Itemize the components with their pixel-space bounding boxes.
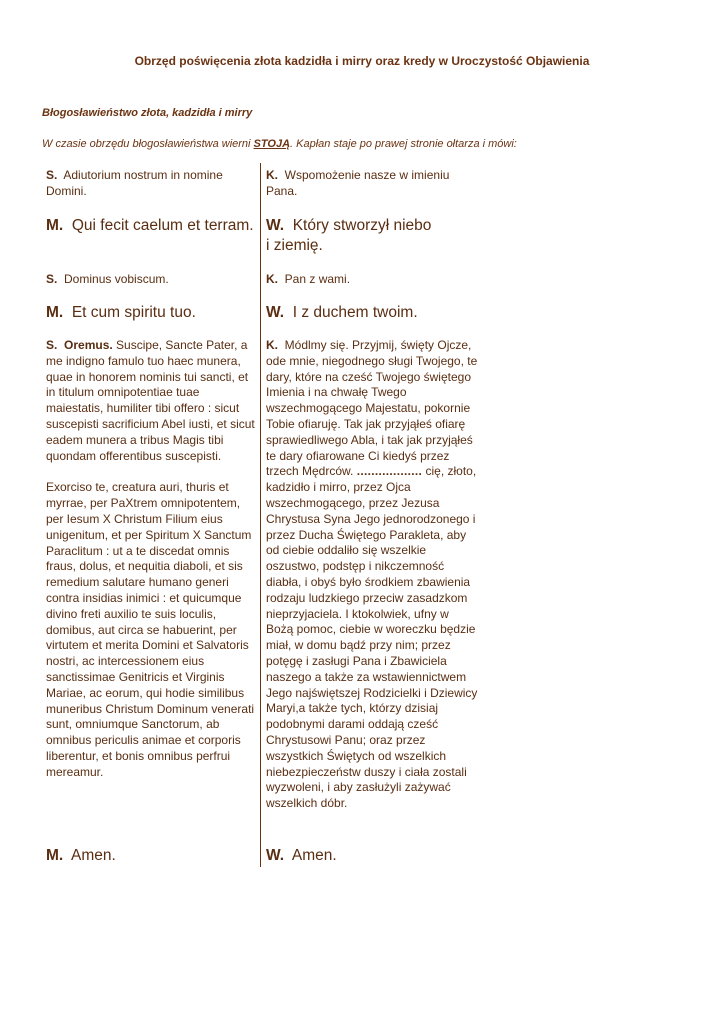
latin-versicle-2 [46, 272, 256, 288]
section-heading: Błogosławieństwo złota, kadzidła i mirry [42, 107, 253, 119]
latin-text: Dominus vobiscum. [64, 272, 169, 286]
speaker-label: W. [266, 304, 285, 321]
speaker-label: K. [266, 338, 278, 352]
speaker-label: M. [46, 847, 64, 864]
polish-text: I z duchem twoim. [292, 304, 418, 321]
rubric [42, 138, 682, 150]
speaker-label: M. [46, 304, 64, 321]
speaker-label: K. [266, 168, 278, 182]
latin-exorcism-paragraph: Exorciso te, creatura auri, thuris et myrrae, per PaXtrem omnipotentem, per Iesum X Christum Filium eius unigenitum, et per Spiritum X Sanctum Paraclitum : ut a te discedat omnis fraus, dolus, et nequitia diaboli, et sis remedium salutare humano generi contra insidias inimici : et quicumque divino freti auxilio te suis loculis, domibus, aut circa se habuerint, per virtutem et merita Domini et Salvatoris nostri, ac intercessionem eius sanctissimae Genitricis et Virginis Mariae, ac eorum, qui hodie similibus muneribus Christum Dominum venerati sunt, omniumque Sanctorum, ab omnibus periculis animae et corporis liberentur, et bonis omnibus perfrui mereamur. [46, 480, 255, 779]
latin-prayer-paragraph [46, 338, 256, 464]
column-divider [260, 163, 261, 867]
latin-response-2 [46, 303, 256, 323]
polish-exorcism-text: cię, złoto, kadzidło i mirro, przez Ojca wszechmogącego, przez Jezusa Chrystusa Syna Jego jednorodzonego i przez Ducha Świętego Parakleta, aby od ciebie oddaliło się wszelkie oszustwo, podstęp i nikczemność diabła, i obyś było środkiem zbawienia rodzaju ludzkiego przeciw zasadzkom nieprzyjaciela. I ktokolwiek, ufny w Bożą pomoc, ciebie w woreczku będzie miał, w domu bądź przy nim; przez potęgę i zasługi Pana i Zbawiciela naszego a także za wstawiennictwem Jego najświętszej Rodzicielki i Dziewicy Maryi,a także tych, którzy dzisiaj podobnymi darami oddają cześć Chrystusowi Panu; oraz przez wszystkich Świętych od wszelkich niebezpieczeństw duszy i ciała zostali wyzwoleni, i aby zasłużyli zażywać wszelkich dóbr. [266, 464, 478, 811]
polish-response-2 [266, 303, 478, 323]
speaker-label: M. [46, 217, 64, 234]
page-title: Obrzęd poświęcenia złota kadzidła i mirry oraz kredy w Uroczystość Objawienia [134, 54, 590, 68]
polish-response-1 [266, 216, 436, 256]
latin-prayer [46, 338, 256, 781]
blank-dots: .................. [356, 464, 423, 479]
speaker-label: W. [266, 847, 285, 864]
polish-amen [266, 846, 478, 866]
latin-text: Adiutorium nostrum in nomine Domini. [46, 168, 223, 198]
latin-text: Et cum spiritu tuo. [71, 304, 196, 321]
rubric-after: . Kapłan staje po prawej stronie ołtarza i mówi: [290, 138, 517, 150]
polish-text: Wspomożenie nasze w imieniu Pana. [266, 168, 450, 198]
speaker-label: S. [46, 338, 58, 352]
polish-text: Amen. [291, 847, 337, 864]
latin-text: Qui fecit caelum et terram. [71, 217, 254, 234]
speaker-label: K. [266, 272, 278, 286]
latin-amen [46, 846, 256, 866]
speaker-label: W. [266, 217, 285, 234]
rubric-emphasis: STOJĄ [253, 138, 291, 150]
polish-prayer [266, 338, 478, 812]
polish-text: Módlmy się. Przyjmij, święty Ojcze, ode mnie, niegodnego sługi Twojego, te dary, które na cześć Twojego świętego Imienia i na chwałę Twego wszechmogącego Majestatu, pokornie Tobie ofiaruję. Tak jak przyjąłeś ofiarę sprawiedliwego Abla, i tak jak przyjąłeś te dary ofiarowane Ci kiedyś przez trzech Mędrców. [266, 338, 478, 479]
latin-response-1 [46, 216, 256, 236]
polish-versicle-2 [266, 272, 478, 288]
polish-text: Który stworzył niebo i ziemię. [266, 217, 432, 254]
latin-versicle-1 [46, 168, 256, 200]
speaker-label: S. [46, 272, 58, 286]
speaker-label: S. [46, 168, 58, 182]
latin-text: Suscipe, Sancte Pater, a me indigno famulo tuo haec munera, quae in honorem nominis tui sancti, et in titulum omnipotentiae tuae maiestatis, humiliter tibi offero : sicut suscepisti sacrificium Abel iusti, et sicut eadem munera a tribus Magis tibi quondam offerentibus suscepisti. [46, 338, 255, 463]
polish-versicle-1 [266, 168, 478, 200]
latin-text: Amen. [70, 847, 116, 864]
rubric-before: W czasie obrzędu błogosławieństwa wierni [42, 138, 254, 150]
polish-text: Pan z wami. [284, 272, 351, 286]
oremus-label: Oremus. [64, 338, 113, 352]
